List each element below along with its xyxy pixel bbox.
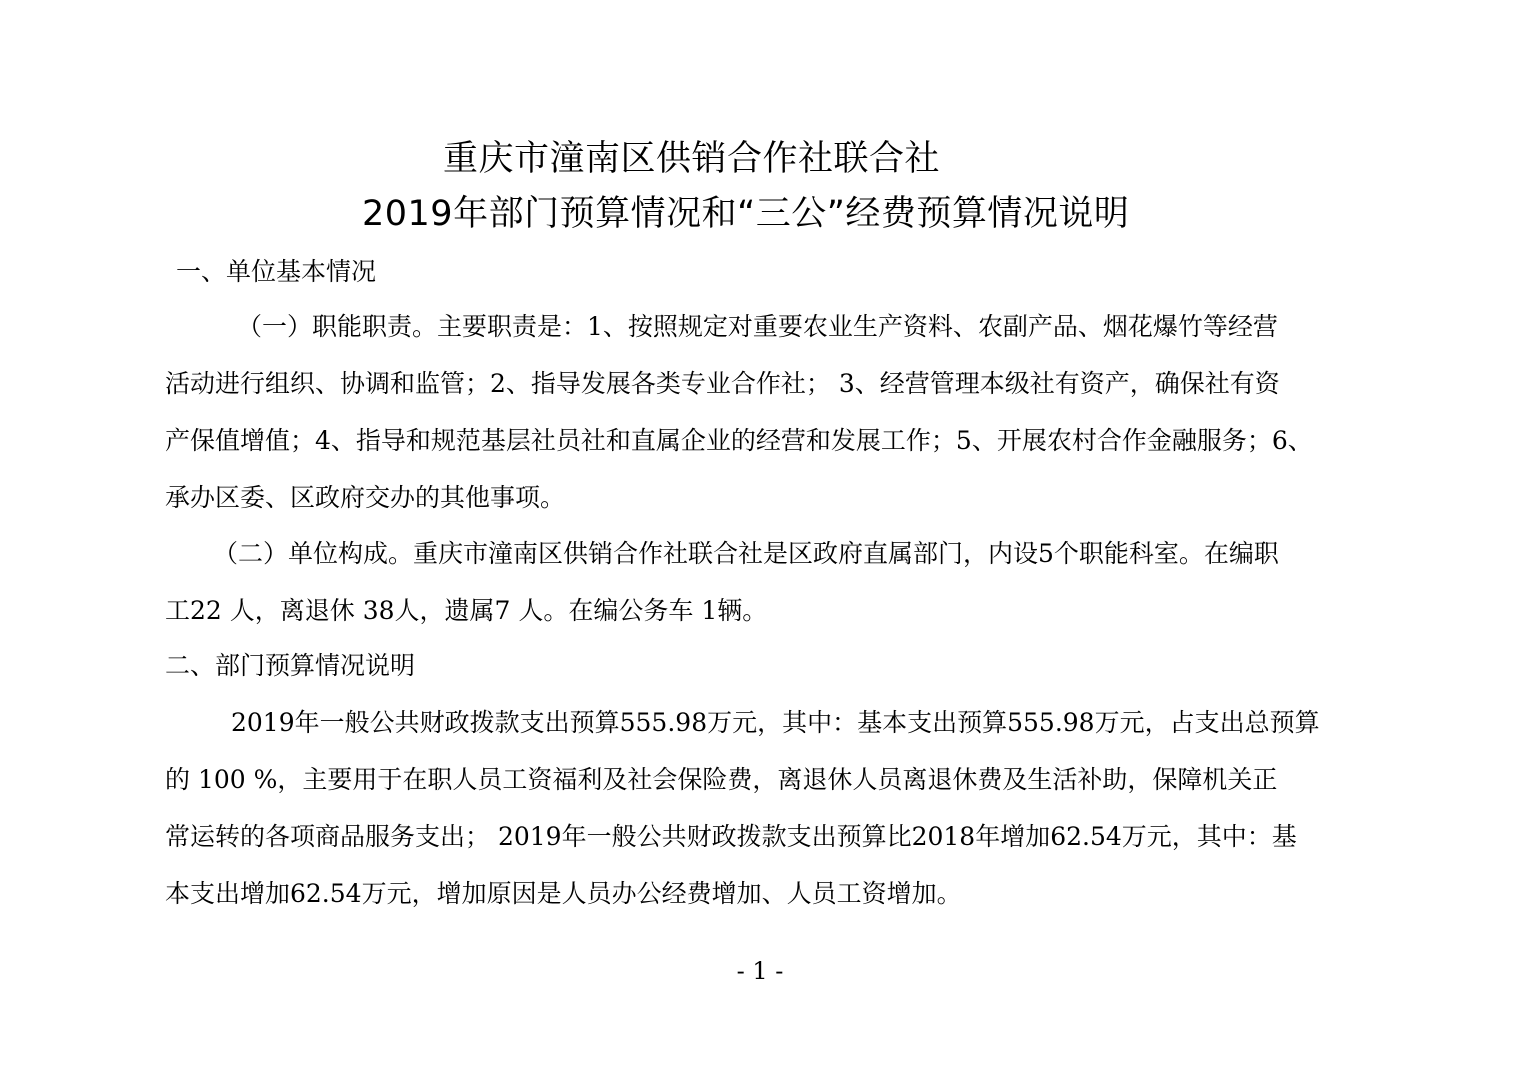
document-title-line-1: 重庆市潼南区供销合作社联合社 [443, 139, 941, 179]
paragraph-line: 本支出增加62.54万元，增加原因是人员办公经费增加、人员工资增加。 [165, 879, 962, 908]
document-title-line-2: 2019年部门预算情况和“三公”经费预算情况说明 [362, 194, 1130, 234]
section-heading-budget: 二、部门预算情况说明 [165, 651, 416, 680]
paragraph-budget [165, 694, 1360, 922]
paragraph-composition [165, 525, 1360, 639]
paragraph-duties [165, 298, 1360, 526]
paragraph-line: 承办区委、区政府交办的其他事项。 [165, 483, 566, 512]
page-number: - 1 - [736, 957, 784, 985]
paragraph-line: （一）职能职责。主要职责是：1、按照规定对重要农业生产资料、农副产品、烟花爆竹等经营 [237, 312, 1278, 341]
paragraph-line: 常运转的各项商品服务支出； 2019年一般公共财政拨款支出预算比2018年增加62.54万元，其中：基 [165, 822, 1297, 851]
paragraph-line: 的 100 %，主要用于在职人员工资福利及社会保险费，离退休人员离退休费及生活补助，保障机关正 [165, 765, 1278, 794]
paragraph-line: 2019年一般公共财政拨款支出预算555.98万元，其中：基本支出预算555.98万元，占支出总预算 [231, 708, 1320, 737]
paragraph-line: （二）单位构成。重庆市潼南区供销合作社联合社是区政府直属部门，内设5个职能科室。在编职 [213, 539, 1279, 568]
paragraph-line: 工22 人，离退休 38人，遗属7 人。在编公务车 1辆。 [165, 596, 768, 625]
paragraph-line: 活动进行组织、协调和监管；2、指导发展各类专业合作社； 3、经营管理本级社有资产，确保社有资 [165, 369, 1280, 398]
section-heading-unit-basics: 一、单位基本情况 [176, 257, 377, 286]
paragraph-line: 产保值增值；4、指导和规范基层社员社和直属企业的经营和发展工作；5、开展农村合作金融服务；6、 [165, 426, 1313, 455]
